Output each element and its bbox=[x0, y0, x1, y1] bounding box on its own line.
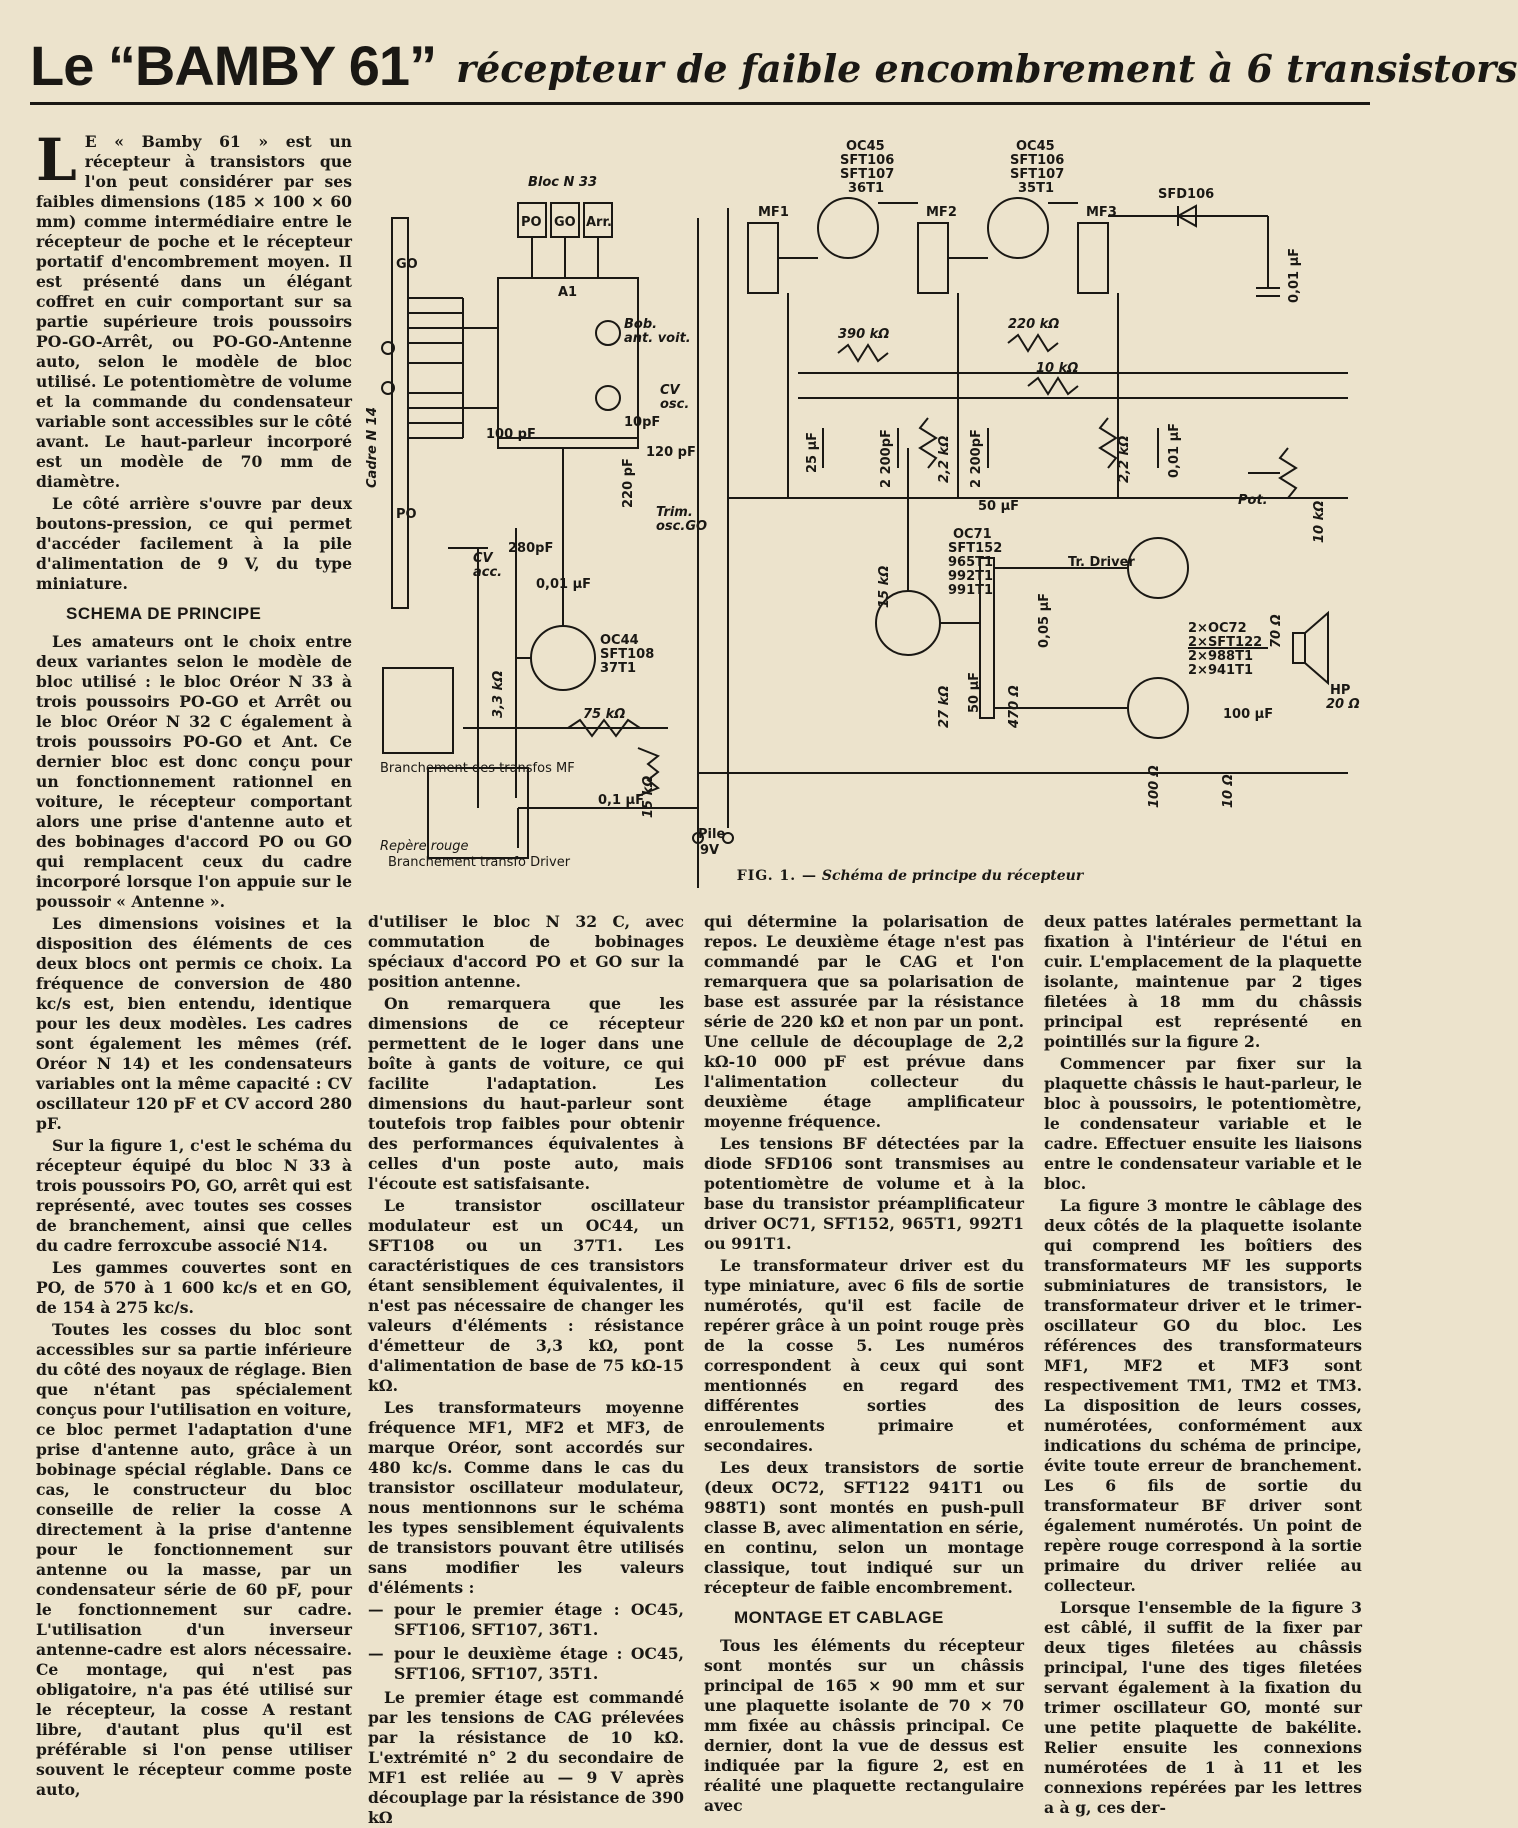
label-390k: 390 kΩ bbox=[838, 327, 890, 342]
label-cv-acc: CV bbox=[473, 551, 493, 566]
paragraph: Les tensions BF détectées par la diode SFD106 sont transmises au potentiomètre de volume et à la base du transistor préamplificateur driver OC71, SFT152, 965T1, 992T1 ou 991T1. bbox=[704, 1134, 1024, 1253]
label-mf-connection: Branchement des transfos MF bbox=[380, 761, 575, 776]
label-50uf-emitter: 50 µF bbox=[967, 671, 982, 713]
label-120pf: 120 pF bbox=[646, 445, 696, 460]
label-mf1: MF1 bbox=[758, 205, 789, 220]
label-pot: Pot. bbox=[1238, 493, 1268, 508]
label-osc-type: SFT108 bbox=[600, 647, 655, 662]
label-drv-type: 965T1 bbox=[948, 555, 994, 570]
label-100pf: 100 pF bbox=[486, 427, 536, 442]
label-trim2: osc.GO bbox=[656, 519, 708, 534]
label-pile-volts: 9V bbox=[700, 843, 720, 858]
label-bob: Bob. bbox=[624, 317, 658, 332]
list-dash: — bbox=[368, 1600, 384, 1619]
paragraph: Les amateurs ont le choix entre deux variantes selon le modèle de bloc utilisé : le bloc Oréor N 33 à trois poussoirs PO-GO et Arrêt ou le bloc Oréor N 32 C également à trois poussoirs PO-GO et Ant. Ce dernier bloc est donc conçu pour un fonctionnement rationnel en voiture, le récepteur comportant alors une prise d'antenne auto et des bobinages d'accord PO ou GO qui remplacent ceux du cadre incorporé lorsque l'on appuie sur le poussoir « Antenne ». bbox=[36, 632, 352, 911]
article-title bbox=[30, 22, 1518, 105]
paragraph: Le côté arrière s'ouvre par deux boutons-pression, ce qui permet d'accéder facilement à la pile d'alimentation de 9 V, du type miniature. bbox=[36, 494, 352, 593]
label-q2-type: 35T1 bbox=[1018, 181, 1055, 196]
label-70: 70 Ω bbox=[1269, 614, 1284, 648]
paragraph: Sur la figure 1, c'est le schéma du récepteur équipé du bloc N 33 à trois poussoirs PO, GO, arrêt qui est représenté, avec toutes ses cosses de branchement, ainsi que celles du cadre ferroxcube associé N14. bbox=[36, 1136, 352, 1255]
label-75k: 75 kΩ bbox=[583, 707, 626, 722]
label-go: GO bbox=[554, 215, 576, 230]
label-001uf-2: 0,01 µF bbox=[1167, 422, 1182, 478]
label-cadre: Cadre N 14 bbox=[365, 407, 380, 488]
label-001uf-osc: 0,01 µF bbox=[536, 577, 592, 592]
caption-number: FIG. 1. — bbox=[736, 868, 817, 884]
label-mf3: MF3 bbox=[1086, 205, 1117, 220]
oscillator-transistor bbox=[531, 626, 595, 690]
label-bob-ant: ant. voit. bbox=[624, 331, 691, 346]
label-tr-driver: Tr. Driver bbox=[1068, 555, 1135, 570]
label-005uf: 0,05 µF bbox=[1037, 592, 1052, 648]
label-cv-osc2: osc. bbox=[660, 397, 690, 412]
intro-text: E « Bamby 61 » est un récepteur à transistors que l'on peut considérer par ses faibles dimensions (185 × 100 × 60 mm) comme intermédiaire entre le récepteur de poche et le récepteur portatif d'encombrement moyen. Il est présenté dans un élégant coffret en cuir comportant sur sa partie supérieure trois poussoirs PO-GO-Arrêt, ou PO-GO-Antenne auto, selon le modèle de bloc utilisé. Le potentiomètre de volume et la commande du condensateur variable sont accessibles sur le côté avant. Le haut-parleur incorporé est un modèle de 70 mm de diamètre. bbox=[36, 132, 352, 491]
label-q2-type: SFT106 bbox=[1010, 153, 1065, 168]
label-q1-type: OC45 bbox=[846, 139, 885, 154]
label-2200pf: 2 200pF bbox=[879, 429, 894, 488]
label-cadre-go: GO bbox=[396, 257, 418, 272]
column-4 bbox=[1044, 912, 1362, 1817]
label-22k-2: 2,2 kΩ bbox=[1117, 435, 1132, 483]
label-bloc: Bloc N 33 bbox=[528, 175, 598, 190]
label-repere: Repère rouge bbox=[380, 839, 469, 854]
paragraph: Lorsque l'ensemble de la figure 3 est câblé, il suffit de la fixer par deux tiges filetées au châssis principal, l'une des tiges filetées servant également à la fixation du trimer oscillateur GO, monté sur une petite plaquette de bakélite. Relier ensuite les connexions numérotées de 1 à 11 et les connexions repérées par les lettres a à g, ces der- bbox=[1044, 1598, 1362, 1817]
section-heading: MONTAGE ET CABLAGE bbox=[734, 1608, 944, 1627]
paragraph: Les gammes couvertes sont en PO, de 570 à 1 600 kc/s et en GO, de 154 à 275 kc/s. bbox=[36, 1258, 352, 1317]
paragraph: Les transformateurs moyenne fréquence MF1, MF2 et MF3, de marque Oréor, sont accordés sur 480 kc/s. Comme dans le cas du transistor oscillateur modulateur, nous mentionnons sur le schéma les types sensiblement équivalents de transistors pouvant être utilisés sans modifier les valeurs d'éléments : bbox=[368, 1398, 684, 1597]
label-470: 470 Ω bbox=[1007, 685, 1022, 728]
label-q1-type: 36T1 bbox=[848, 181, 885, 196]
label-out-type: 2×988T1 bbox=[1188, 649, 1253, 664]
paragraph: Tous les éléments du récepteur sont montés sur un châssis principal de 165 × 90 mm et sur une plaquette isolante de 70 × 70 mm fixée au châssis principal. Ce dernier, dont la vue de dessus est indiquée par la figure 2, est en réalité une plaquette rectangulaire avec bbox=[704, 1636, 1024, 1815]
label-001uf: 0,01 µF bbox=[1287, 247, 1302, 303]
paragraph: Les deux transistors de sortie (deux OC72, SFT122 941T1 ou 988T1) sont montés en push-pull classe B, avec alimentation en série, en continu, selon un montage classique, tout indiqué sur un récepteur de faible encombrement. bbox=[704, 1458, 1024, 1597]
label-out-type: 2×OC72 bbox=[1188, 621, 1247, 636]
paragraph: Commencer par fixer sur la plaquette châssis le haut-parleur, le bloc à poussoirs, le potentiomètre, le condensateur variable et le cadre. Effectuer ensuite les liaisons entre le condensateur variable et le bloc. bbox=[1044, 1054, 1362, 1193]
speaker-symbol bbox=[1293, 633, 1305, 663]
label-100: 100 Ω bbox=[1147, 765, 1162, 808]
label-100uf: 100 µF bbox=[1223, 707, 1274, 722]
column-3 bbox=[704, 912, 1024, 1815]
paragraph: On remarquera que les dimensions de ce récepteur permettent de le loger dans une boîte à gants de voiture, ce qui facilite l'adaptation. Les dimensions du haut-parleur sont toutefois trop faibles pour obtenir des performances équivalentes à celles d'un poste auto, mais l'écoute est satisfaisante. bbox=[368, 994, 684, 1193]
paragraph: Toutes les cosses du bloc sont accessibles sur sa partie inférieure du côté des noyaux de réglage. Bien que n'étant pas spécialement conçus pour l'utilisation en voiture, ce bloc permet l'adaptation d'une prise d'antenne auto, grâce à un bobinage spécial réglable. Dans ce cas, le constructeur du bloc conseille de relier la cosse A directement à la prise d'antenne pour le fonctionnement sur antenne ou la masse, par un condensateur série de 60 pF, pour le fonctionnement sur cadre. L'utilisation d'un inverseur antenne-cadre est alors nécessaire. Ce montage, qui n'est pas obligatoire, n'a pas été utilisé sur le récepteur, la cosse A restant libre, d'autant plus qu'il est préférable si l'on pense utiliser souvent le récepteur comme poste auto, bbox=[36, 1320, 352, 1799]
paragraph: Les dimensions voisines et la disposition des éléments de ces deux blocs ont permis ce choix. La fréquence de conversion de 480 kc/s est, bien entendu, identique pour les deux modèles. Les cadres sont également les mêmes (réf. Oréor N 14) et les condensateurs variables ont la même capacité : CV oscillateur 120 pF et CV accord 280 pF. bbox=[36, 914, 352, 1133]
label-33k: 3,3 kΩ bbox=[491, 670, 506, 718]
label-220pf: 220 pF bbox=[621, 458, 636, 508]
label-pot-value: 10 kΩ bbox=[1312, 500, 1327, 543]
label-drv-type: 991T1 bbox=[948, 583, 994, 598]
mf-pin-diagram bbox=[383, 668, 453, 753]
figure-caption bbox=[630, 868, 1190, 884]
label-hp: HP bbox=[1330, 683, 1351, 698]
label-01uf: 0,1 µF bbox=[598, 793, 645, 808]
label-out-type: 2×941T1 bbox=[1188, 663, 1253, 678]
mf3-transformer bbox=[1078, 223, 1108, 293]
label-22k: 2,2 kΩ bbox=[937, 435, 952, 483]
label-hp-value: 20 Ω bbox=[1326, 697, 1360, 712]
label-q1-type: SFT106 bbox=[840, 153, 895, 168]
list-item bbox=[368, 1644, 684, 1684]
label-25uf: 25 µF bbox=[805, 431, 820, 473]
if-stage-2-transistor bbox=[988, 198, 1048, 258]
label-15k-osc: 15 kΩ bbox=[641, 775, 656, 818]
paragraph: qui détermine la polarisation de repos. Le deuxième étage n'est pas commandé par le CAG et l'on remarquera que sa polarisation de base est assurée par la résistance série de 220 kΩ et non par un pont. Une cellule de découplage de 2,2 kΩ-10 000 pF est prévue dans l'alimentation collecteur du deuxième étage amplificateur moyenne fréquence. bbox=[704, 912, 1024, 1131]
paragraph: Le transformateur driver est du type miniature, avec 6 fils de sortie numérotés, qu'il est facile de repérer grâce à un point rouge près de la cosse 5. Les numéros correspondent à ceux qui sont mentionnés en regard des différentes sorties des enroulements primaire et secondaires. bbox=[704, 1256, 1024, 1455]
label-drv-type: SFT152 bbox=[948, 541, 1003, 556]
label-q2-type: OC45 bbox=[1016, 139, 1055, 154]
mf2-transformer bbox=[918, 223, 948, 293]
label-drv-type: 992T1 bbox=[948, 569, 994, 584]
paragraph: La figure 3 montre le câblage des deux côtés de la plaquette isolante qui comprend les boîtiers des transformateurs MF les supports subminiatures de transistors, le transformateur driver et le trimer-oscillateur GO du bloc. Les références des transformateurs MF1, MF2 et MF3 sont respectivement TM1, TM2 et TM3. La disposition de leurs cosses, numérotées, conformément aux indications du schéma de principe, évite toute erreur de branchement. Les 6 fils de sortie du transformateur BF driver sont également numérotés. Un point de repère rouge correspond à la sortie primaire du driver reliée au collecteur. bbox=[1044, 1196, 1362, 1595]
label-out-type: 2×SFT122 bbox=[1188, 635, 1263, 650]
paragraph: Le premier étage est commandé par les tensions de CAG prélevées par la résistance de 10 kΩ. L'extrémité n° 2 du secondaire de MF1 est reliée au — 9 V après découplage par la résistance de 390 kΩ bbox=[368, 1688, 684, 1827]
label-cv-acc2: acc. bbox=[473, 565, 503, 580]
title-subtitle: récepteur de faible encombrement à 6 transistors bbox=[456, 46, 1518, 91]
caption-text: Schéma de principe du récepteur bbox=[821, 868, 1084, 884]
intro-paragraph bbox=[36, 126, 352, 492]
circuit-schematic bbox=[365, 128, 1368, 870]
label-mf2: MF2 bbox=[926, 205, 957, 220]
label-pile: Pile bbox=[698, 827, 726, 842]
label-50uf: 50 µF bbox=[978, 499, 1020, 514]
column-2 bbox=[368, 912, 684, 1827]
output-transistor-top bbox=[1128, 538, 1188, 598]
label-q1-type: SFT107 bbox=[840, 167, 895, 182]
label-280pf: 280pF bbox=[508, 541, 554, 556]
drop-cap: L bbox=[36, 126, 77, 194]
mf1-transformer bbox=[748, 223, 778, 293]
label-q2-type: SFT107 bbox=[1010, 167, 1065, 182]
list-item bbox=[368, 1600, 684, 1640]
label-a1: A1 bbox=[558, 285, 578, 300]
column-1 bbox=[36, 126, 352, 1799]
if-stage-1-transistor bbox=[818, 198, 878, 258]
label-15k: 15 kΩ bbox=[877, 565, 892, 608]
label-osc-type: 37T1 bbox=[600, 661, 637, 676]
paragraph: d'utiliser le bloc N 32 C, avec commutation de bobinages spéciaux d'accord PO et GO sur la position antenne. bbox=[368, 912, 684, 991]
label-10: 10 Ω bbox=[1221, 774, 1236, 808]
label-arr: Arr. bbox=[586, 215, 612, 230]
paragraph: deux pattes latérales permettant la fixation à l'intérieur de l'étui en cuir. L'emplacement de la plaquette isolante, maintenue par 2 tiges filetées à 18 mm du châssis principal est représenté en pointillés sur la figure 2. bbox=[1044, 912, 1362, 1051]
list-dash: — bbox=[368, 1644, 384, 1663]
ferrite-rod-frame bbox=[392, 218, 408, 608]
label-220k: 220 kΩ bbox=[1008, 317, 1060, 332]
label-driver-connection: Branchement transfo Driver bbox=[388, 855, 571, 870]
transistor-list bbox=[368, 1600, 684, 1684]
label-2200pf-2: 2 200pF bbox=[969, 429, 984, 488]
output-transistor-bottom bbox=[1128, 678, 1188, 738]
label-trim: Trim. bbox=[656, 505, 693, 520]
label-27k: 27 kΩ bbox=[937, 685, 952, 728]
label-cv-osc: CV bbox=[660, 383, 680, 398]
list-item-text: pour le premier étage : OC45, SFT106, SFT107, 36T1. bbox=[394, 1600, 684, 1639]
paragraph: Le transistor oscillateur modulateur est un OC44, un SFT108 ou un 37T1. Les caractéristiques de ces transistors étant sensiblement équivalentes, il n'est pas nécessaire de changer les valeurs d'éléments : résistance d'émetteur de 3,3 kΩ, pont d'alimentation de base de 75 kΩ-15 kΩ. bbox=[368, 1196, 684, 1395]
section-heading: SCHEMA DE PRINCIPE bbox=[66, 604, 262, 623]
label-osc-type: OC44 bbox=[600, 633, 639, 648]
label-diode: SFD106 bbox=[1158, 187, 1215, 202]
title-main: Le “BAMBY 61” bbox=[30, 34, 437, 97]
label-po: PO bbox=[521, 215, 542, 230]
bloc-n33-body bbox=[498, 278, 638, 448]
label-10pf: 10pF bbox=[624, 415, 661, 430]
label-cadre-po: PO bbox=[396, 507, 417, 522]
label-drv-type: OC71 bbox=[953, 527, 992, 542]
label-10k: 10 kΩ bbox=[1036, 361, 1079, 376]
list-item-text: pour le deuxième étage : OC45, SFT106, SFT107, 35T1. bbox=[394, 1644, 684, 1683]
